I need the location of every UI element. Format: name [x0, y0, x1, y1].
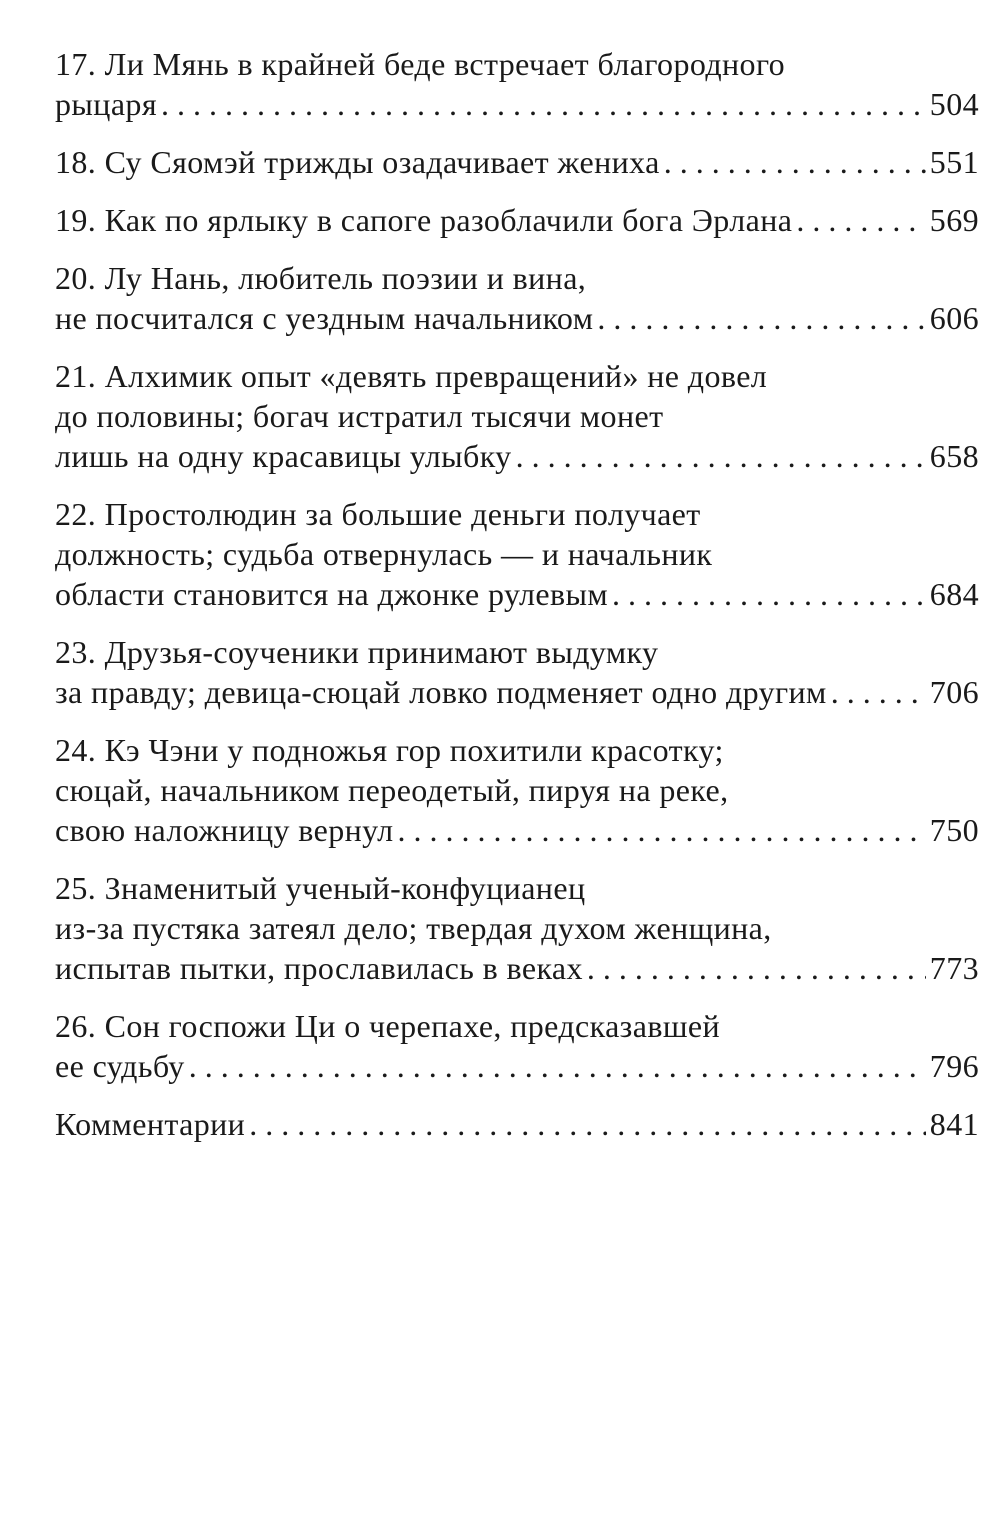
page-number: 750 — [929, 812, 979, 848]
toc-entry-last-line — [55, 298, 979, 338]
toc-entry — [55, 1006, 979, 1086]
toc-entry-title-line: рыцаря — [55, 86, 157, 122]
toc-entry-last-line — [55, 948, 979, 988]
dot-leader — [796, 200, 925, 240]
toc-entry-title-line: 26. Сон госпожи Ци о черепахе, предсказавшей — [55, 1008, 721, 1044]
dot-leader — [516, 436, 926, 476]
dot-leader — [249, 1104, 926, 1144]
toc-entry — [55, 356, 979, 476]
toc-entry-title-line: 25. Знаменитый ученый-конфуцианец — [55, 870, 586, 906]
toc-entry-title-line: 18. Су Сяомэй трижды озадачивает жениха — [55, 144, 660, 180]
page-number: 569 — [929, 202, 979, 238]
toc-entry — [55, 258, 979, 338]
toc-entry-title-line: до половины; богач истратил тысячи монет — [55, 398, 664, 434]
toc-entry-title-line: 19. Как по ярлыку в сапоге разоблачили бога Эрлана — [55, 202, 793, 238]
toc-entry-title-line: из-за пустяка затеял дело; твердая духом женщина, — [55, 910, 772, 946]
table-of-contents — [55, 44, 979, 1162]
toc-entry-last-line — [55, 1046, 979, 1086]
toc-entry-title-line: 22. Простолюдин за большие деньги получает — [55, 496, 701, 532]
toc-entry — [55, 868, 979, 988]
toc-entry-title-line: 20. Лу Нань, любитель поэзии и вина, — [55, 260, 587, 296]
toc-entry-last-line — [55, 84, 979, 124]
toc-entry — [55, 632, 979, 712]
page-number: 551 — [929, 144, 979, 180]
dot-leader — [397, 810, 925, 850]
dot-leader — [587, 948, 926, 988]
toc-entry — [55, 1104, 979, 1144]
toc-entry-title-line: 17. Ли Мянь в крайней беде встречает благородного — [55, 46, 786, 82]
toc-entry-title-line: за правду; девица-сюцай ловко подменяет одно другим — [55, 674, 827, 710]
page-number: 773 — [929, 950, 979, 986]
toc-entry — [55, 730, 979, 850]
page-number: 684 — [929, 576, 979, 612]
toc-entry-title-line: Комментарии — [55, 1106, 246, 1142]
page-number: 658 — [929, 438, 979, 474]
toc-entry-last-line — [55, 1104, 979, 1144]
toc-entry-title-line: не посчитался с уездным начальником — [55, 300, 594, 336]
toc-entry — [55, 200, 979, 240]
toc-entry-last-line — [55, 574, 979, 614]
page-number: 706 — [929, 674, 979, 710]
dot-leader — [664, 142, 926, 182]
toc-entry-title-line: 21. Алхимик опыт «девять превращений» не довел — [55, 358, 768, 394]
dot-leader — [612, 574, 926, 614]
toc-entry-last-line — [55, 142, 979, 182]
toc-entry-title-line: должность; судьба отвернулась — и начальник — [55, 536, 713, 572]
toc-entry-last-line — [55, 200, 979, 240]
toc-entry-title-line: испытав пытки, прославилась в веках — [55, 950, 583, 986]
page-number: 504 — [929, 86, 979, 122]
dot-leader — [161, 84, 926, 124]
page-number: 841 — [929, 1106, 979, 1142]
toc-entry — [55, 494, 979, 614]
toc-entry-last-line — [55, 672, 979, 712]
dot-leader — [597, 298, 925, 338]
toc-entry-title-line: области становится на джонке рулевым — [55, 576, 609, 612]
dot-leader — [831, 672, 926, 712]
toc-entry-last-line — [55, 810, 979, 850]
toc-entry-title-line: 23. Друзья-соученики принимают выдумку — [55, 634, 659, 670]
toc-entry — [55, 44, 979, 124]
dot-leader — [189, 1046, 926, 1086]
toc-entry-title-line: сюцай, начальником переодетый, пируя на реке, — [55, 772, 729, 808]
page-number: 796 — [929, 1048, 979, 1084]
page-number: 606 — [929, 300, 979, 336]
toc-entry — [55, 142, 979, 182]
toc-entry-title-line: ее судьбу — [55, 1048, 185, 1084]
toc-entry-title-line: свою наложницу вернул — [55, 812, 394, 848]
toc-entry-title-line: лишь на одну красавицы улыбку — [55, 438, 512, 474]
toc-entry-title-line: 24. Кэ Чэни у подножья гор похитили красотку; — [55, 732, 724, 768]
toc-entry-last-line — [55, 436, 979, 476]
